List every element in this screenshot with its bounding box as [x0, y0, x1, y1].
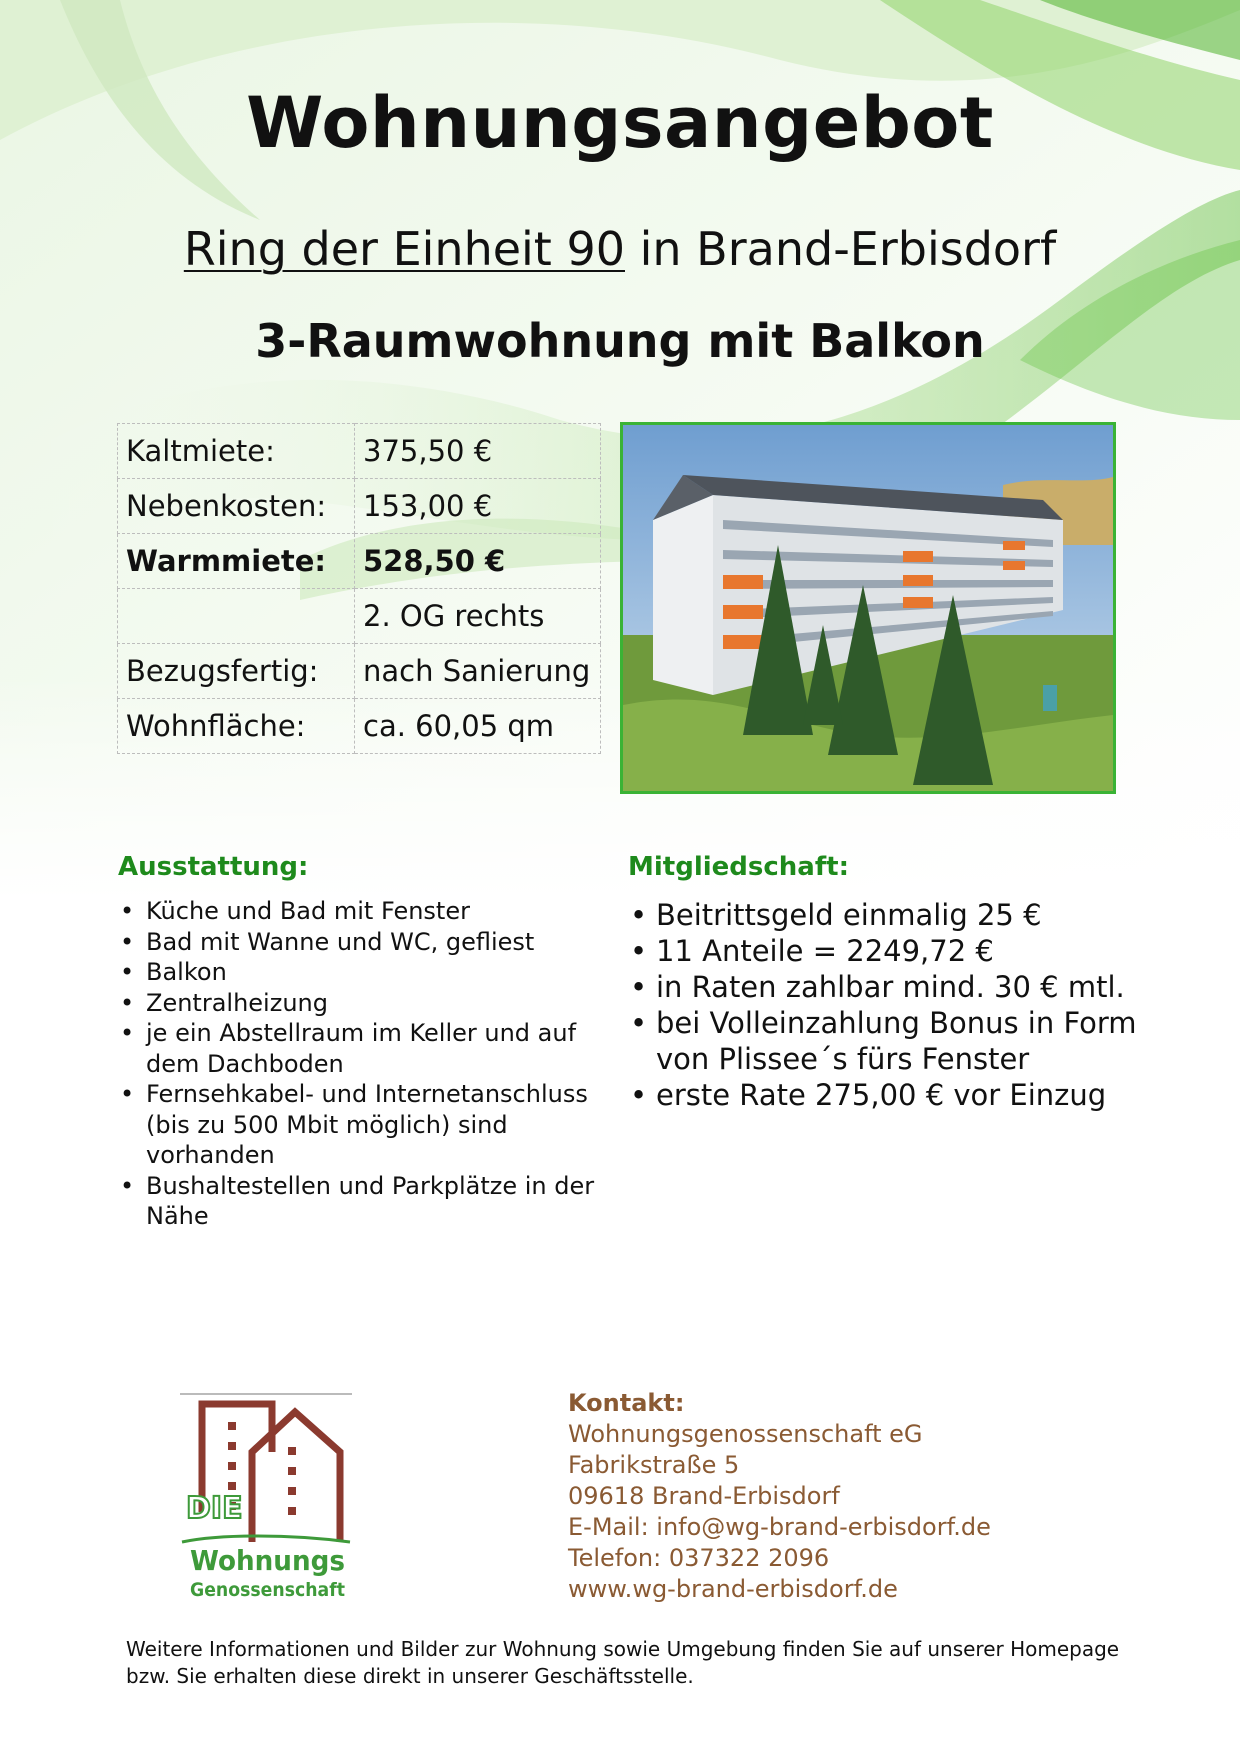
row-label: Wohnfläche:: [118, 699, 355, 754]
logo-wordmark-top: Wohnungs: [190, 1544, 345, 1577]
contact-street: Fabrikstraße 5: [568, 1451, 740, 1479]
table-row: [118, 479, 601, 534]
list-item: • Balkon: [118, 957, 608, 988]
contact-phone[interactable]: Telefon: 037322 2096: [568, 1544, 830, 1572]
list-item: • Bad mit Wanne und WC, gefliest: [118, 927, 608, 958]
table-row: [118, 534, 601, 589]
table-row: [118, 644, 601, 699]
footer-line: bzw. Sie erhalten diese direkt in unserer Geschäftsstelle.: [126, 1664, 694, 1688]
contact-block: [568, 1388, 991, 1605]
table-row: [118, 424, 601, 479]
logo-wordmark-bottom: Genossenschaft: [190, 1579, 345, 1601]
equipment-heading: Ausstattung:: [118, 852, 309, 882]
row-value: 153,00 €: [355, 479, 601, 534]
equipment-list: [118, 896, 608, 1232]
street-address: Ring der Einheit 90: [183, 222, 625, 276]
list-item: • Küche und Bad mit Fenster: [118, 896, 608, 927]
address-line: [0, 222, 1240, 276]
row-label: Bezugsfertig:: [118, 644, 355, 699]
list-item: • erste Rate 275,00 € vor Einzug: [628, 1077, 1148, 1113]
list-item: • bei Volleinzahlung Bonus in Form von Plissee´s fürs Fenster: [628, 1005, 1148, 1077]
town: in Brand-Erbisdorf: [625, 222, 1057, 276]
building-illustration: [623, 425, 1113, 791]
footer-note: [126, 1636, 1146, 1690]
row-label: Warmmiete:: [118, 534, 355, 589]
apartment-type-text: -Raumwohnung mit Balkon: [287, 314, 985, 368]
company-logo: [180, 1392, 360, 1612]
list-item: • Zentralheizung: [118, 988, 608, 1019]
contact-org: Wohnungsgenossenschaft eG: [568, 1420, 923, 1448]
rent-table: [117, 423, 601, 754]
contact-email[interactable]: E-Mail: info@wg-brand-erbisdorf.de: [568, 1513, 991, 1541]
footer-line: Weitere Informationen und Bilder zur Wohnung sowie Umgebung finden Sie auf unserer Homepage: [126, 1637, 1120, 1661]
row-label: Nebenkosten:: [118, 479, 355, 534]
membership-heading: Mitgliedschaft:: [628, 852, 849, 882]
membership-list: [628, 897, 1148, 1113]
contact-city: 09618 Brand-Erbisdorf: [568, 1482, 840, 1510]
contact-website[interactable]: www.wg-brand-erbisdorf.de: [568, 1575, 898, 1603]
apartment-type: [0, 314, 1240, 368]
list-item: • 11 Anteile = 2249,72 €: [628, 933, 1148, 969]
row-value: ca. 60,05 qm: [355, 699, 601, 754]
contact-heading: Kontakt:: [568, 1389, 685, 1417]
row-value: 2. OG rechts: [355, 589, 601, 644]
building-photo: [620, 422, 1116, 794]
table-row: [118, 589, 601, 644]
row-value: 375,50 €: [355, 424, 601, 479]
table-row: [118, 699, 601, 754]
row-label: Kaltmiete:: [118, 424, 355, 479]
list-item: • in Raten zahlbar mind. 30 € mtl.: [628, 969, 1148, 1005]
list-item: • Fernsehkabel- und Internetanschluss (bis zu 500 Mbit möglich) sind vorhanden: [118, 1079, 608, 1171]
logo-die: DIE: [186, 1491, 243, 1526]
row-value: nach Sanierung: [355, 644, 601, 699]
list-item: • Bushaltestellen und Parkplätze in der Nähe: [118, 1171, 608, 1232]
list-item: • je ein Abstellraum im Keller und auf dem Dachboden: [118, 1018, 608, 1079]
row-value: 528,50 €: [355, 534, 601, 589]
page-title: Wohnungsangebot: [246, 82, 994, 164]
list-item: • Beitrittsgeld einmalig 25 €: [628, 897, 1148, 933]
row-label: [118, 589, 355, 644]
room-count: 3: [255, 314, 288, 368]
